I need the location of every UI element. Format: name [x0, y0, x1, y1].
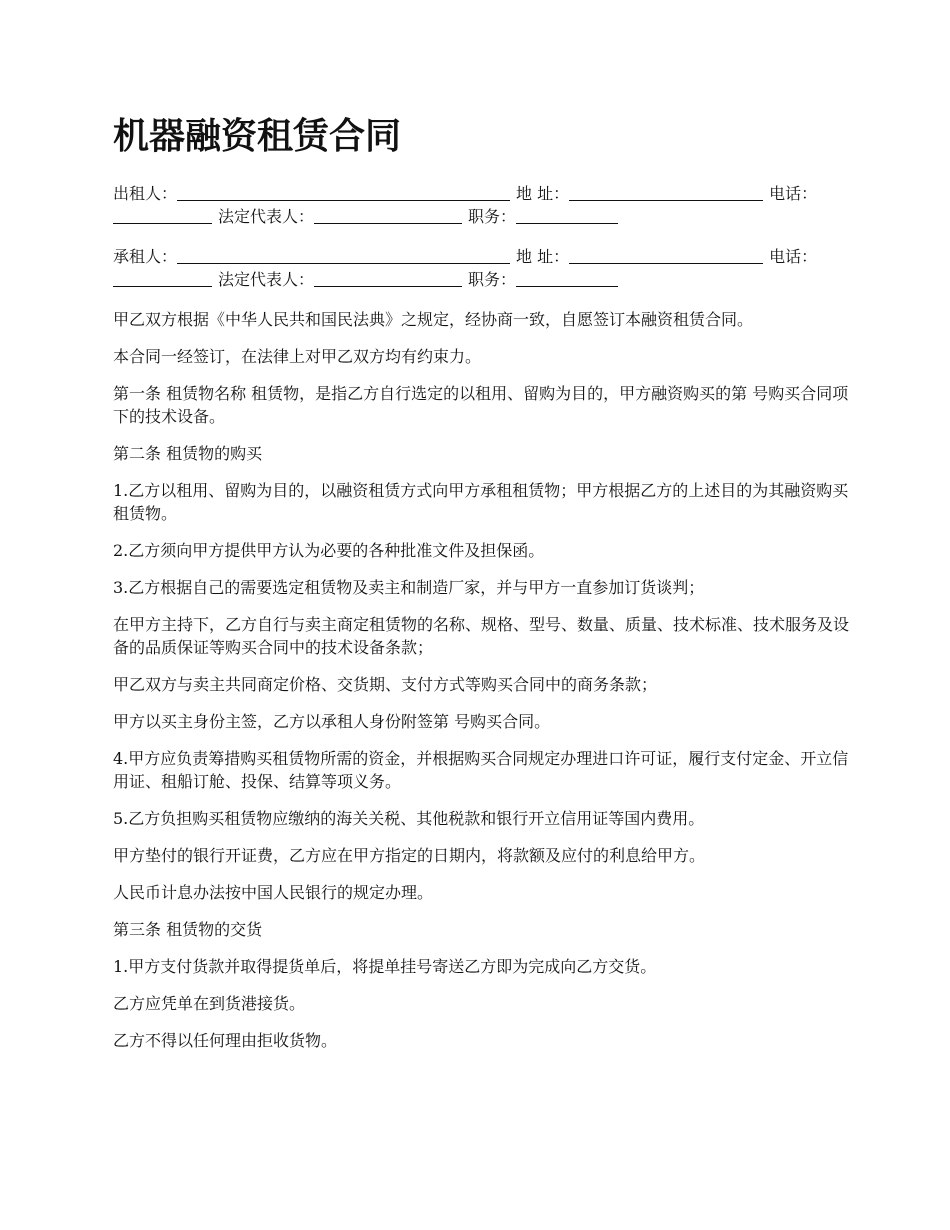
lessor-position-label: 职务： [468, 207, 517, 226]
paragraph: 1.乙方以租用、留购为目的，以融资租赁方式向甲方承租租赁物；甲方根据乙方的上述目的为其融资购买租赁物。 [113, 481, 849, 523]
article-2-heading: 第二条 租赁物的购买 [113, 444, 263, 463]
paragraph: 甲方以买主身份主签，乙方以承租人身份附签第 号购买合同。 [113, 712, 551, 731]
document-title: 机器融资租赁合同 [113, 115, 402, 157]
paragraph: 在甲方主持下，乙方自行与卖主商定租赁物的名称、规格、型号、数量、质量、技术标准、技术服务及设备的品质保证等购买合同中的技术设备条款； [113, 615, 850, 657]
paragraph: 乙方不得以任何理由拒收货物。 [113, 1031, 338, 1050]
lessee-position-blank [516, 270, 618, 287]
document-page [113, 112, 853, 1066]
paragraph: 乙方应凭单在到货港接货。 [113, 994, 306, 1013]
lessor-phone-label: 电话： [769, 184, 818, 203]
paragraph: 人民币计息办法按中国人民银行的规定办理。 [113, 883, 434, 902]
lessor-name-blank [177, 184, 510, 201]
paragraph: 5.乙方负担购买租赁物应缴纳的海关关税、其他税款和银行开立信用证等国内费用。 [113, 809, 705, 828]
lessor-rep-label: 法定代表人： [218, 207, 315, 226]
lessee-address-label: 地 址： [516, 247, 570, 266]
lessee-rep-blank [314, 270, 462, 287]
lessor-address-label: 地 址： [516, 184, 570, 203]
paragraph: 甲乙双方根据《中华人民共和国民法典》之规定，经协商一致，自愿签订本融资租赁合同。 [113, 310, 754, 329]
lessor-rep-blank [314, 207, 462, 224]
lessee-label: 承租人： [113, 247, 178, 266]
paragraph: 3.乙方根据自己的需要选定租赁物及卖主和制造厂家，并与甲方一直参加订货谈判； [113, 578, 705, 597]
lessee-position-label: 职务： [468, 270, 517, 289]
paragraph: 甲乙双方与卖主共同商定价格、交货期、支付方式等购买合同中的商务条款； [113, 675, 658, 694]
lessor-label: 出租人： [113, 184, 178, 203]
lessee-address-blank [569, 247, 763, 264]
paragraph: 甲方垫付的银行开证费，乙方应在甲方指定的日期内，将款额及应付的利息给甲方。 [113, 846, 706, 865]
paragraph: 1.甲方支付货款并取得提货单后，将提单挂号寄送乙方即为完成向乙方交货。 [113, 957, 657, 976]
lessor-address-blank [569, 184, 763, 201]
paragraph: 本合同一经签订，在法律上对甲乙双方均有约束力。 [113, 347, 482, 366]
paragraph: 4.甲方应负责筹措购买租赁物所需的资金，并根据购买合同规定办理进口许可证，履行支付定金、开立信用证、租船订舱、投保、结算等项义务。 [113, 749, 849, 791]
lessee-phone-label: 电话： [769, 247, 818, 266]
paragraph: 2.乙方须向甲方提供甲方认为必要的各种批准文件及担保函。 [113, 541, 545, 560]
lessor-info [113, 182, 853, 228]
lessee-info [113, 245, 853, 291]
lessor-phone-blank [113, 207, 212, 224]
article-1: 第一条 租赁物名称 租赁物，是指乙方自行选定的以租用、留购为目的，甲方融资购买的第 号购买合同项下的技术设备。 [113, 384, 849, 426]
article-3-heading: 第三条 租赁物的交货 [113, 920, 263, 939]
lessee-phone-blank [113, 270, 212, 287]
lessee-name-blank [177, 247, 510, 264]
lessee-rep-label: 法定代表人： [218, 270, 315, 289]
lessor-position-blank [516, 207, 618, 224]
